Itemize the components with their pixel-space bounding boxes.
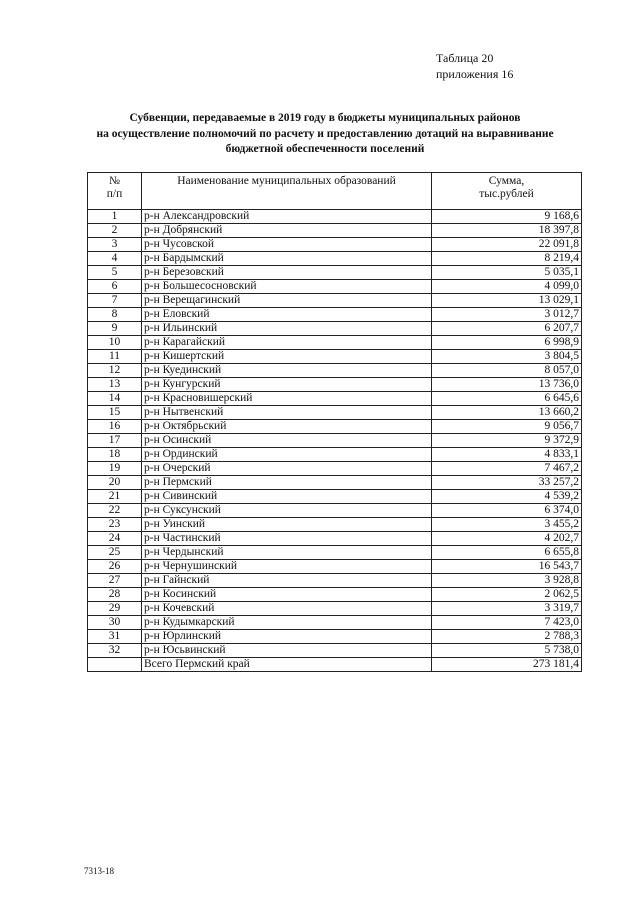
row-district-name: р-н Нытвенский (142, 406, 432, 420)
total-number-cell (88, 658, 142, 672)
row-district-name: р-н Гайнский (142, 574, 432, 588)
table-row (88, 574, 582, 588)
row-amount: 3 804,5 (432, 350, 582, 364)
row-number: 20 (88, 476, 142, 490)
row-number: 7 (88, 294, 142, 308)
title-line-3: бюджетной обеспеченности поселений (225, 143, 425, 155)
document-title (60, 111, 590, 158)
row-number: 12 (88, 364, 142, 378)
row-number: 5 (88, 266, 142, 280)
row-district-name: р-н Еловский (142, 308, 432, 322)
row-number: 15 (88, 406, 142, 420)
row-district-name: р-н Кочевский (142, 602, 432, 616)
row-amount: 16 543,7 (432, 560, 582, 574)
row-number: 2 (88, 224, 142, 238)
appendix-reference (436, 50, 513, 82)
row-number: 24 (88, 532, 142, 546)
header-sum: Сумма, тыс.рублей (432, 173, 582, 210)
row-amount: 4 202,7 (432, 532, 582, 546)
row-number: 14 (88, 392, 142, 406)
row-district-name: р-н Кудымкарский (142, 616, 432, 630)
table-row (88, 630, 582, 644)
header-name: Наименование муниципальных образований (142, 173, 432, 210)
row-number: 28 (88, 588, 142, 602)
row-amount: 13 029,1 (432, 294, 582, 308)
row-amount: 7 467,2 (432, 462, 582, 476)
row-amount: 5 035,1 (432, 266, 582, 280)
table-row (88, 336, 582, 350)
row-amount: 13 660,2 (432, 406, 582, 420)
row-district-name: р-н Суксунский (142, 504, 432, 518)
row-district-name: р-н Большесосновский (142, 280, 432, 294)
table-row (88, 518, 582, 532)
row-district-name: р-н Березовский (142, 266, 432, 280)
row-number: 13 (88, 378, 142, 392)
row-number: 16 (88, 420, 142, 434)
row-district-name: р-н Ординский (142, 448, 432, 462)
table-body (88, 210, 582, 672)
table-row (88, 406, 582, 420)
table-row (88, 308, 582, 322)
table-row (88, 462, 582, 476)
row-number: 1 (88, 210, 142, 224)
subsidies-table (87, 172, 582, 672)
row-amount: 2 788,3 (432, 630, 582, 644)
row-district-name: р-н Ильинский (142, 322, 432, 336)
table-row (88, 350, 582, 364)
row-district-name: р-н Юсьвинский (142, 644, 432, 658)
row-number: 4 (88, 252, 142, 266)
row-district-name: р-н Кунгурский (142, 378, 432, 392)
row-number: 19 (88, 462, 142, 476)
row-district-name: р-н Чусовской (142, 238, 432, 252)
table-row (88, 378, 582, 392)
row-amount: 8 219,4 (432, 252, 582, 266)
row-district-name: р-н Косинский (142, 588, 432, 602)
row-district-name: р-н Очерский (142, 462, 432, 476)
row-number: 17 (88, 434, 142, 448)
row-district-name: р-н Сивинский (142, 490, 432, 504)
row-number: 11 (88, 350, 142, 364)
row-district-name: р-н Куединский (142, 364, 432, 378)
row-amount: 6 998,9 (432, 336, 582, 350)
table-row (88, 238, 582, 252)
row-number: 29 (88, 602, 142, 616)
row-district-name: р-н Чердынский (142, 546, 432, 560)
table-row (88, 210, 582, 224)
row-amount: 33 257,2 (432, 476, 582, 490)
row-district-name: р-н Осинский (142, 434, 432, 448)
table-row (88, 490, 582, 504)
row-number: 30 (88, 616, 142, 630)
row-district-name: р-н Красновишерский (142, 392, 432, 406)
row-district-name: р-н Уинский (142, 518, 432, 532)
row-number: 10 (88, 336, 142, 350)
row-number: 18 (88, 448, 142, 462)
row-number: 26 (88, 560, 142, 574)
row-number: 9 (88, 322, 142, 336)
row-district-name: р-н Октябрьский (142, 420, 432, 434)
row-number: 23 (88, 518, 142, 532)
row-number: 3 (88, 238, 142, 252)
table-row (88, 322, 582, 336)
row-number: 31 (88, 630, 142, 644)
row-amount: 13 736,0 (432, 378, 582, 392)
row-number: 32 (88, 644, 142, 658)
row-number: 8 (88, 308, 142, 322)
row-amount: 9 056,7 (432, 420, 582, 434)
row-amount: 9 372,9 (432, 434, 582, 448)
table-row (88, 252, 582, 266)
row-amount: 5 738,0 (432, 644, 582, 658)
row-amount: 6 655,8 (432, 546, 582, 560)
row-amount: 22 091,8 (432, 238, 582, 252)
row-amount: 3 928,8 (432, 574, 582, 588)
row-district-name: р-н Александровский (142, 210, 432, 224)
row-district-name: р-н Бардымский (142, 252, 432, 266)
document-code: 7313-18 (84, 866, 114, 876)
row-district-name: р-н Добрянский (142, 224, 432, 238)
title-line-2: на осуществление полномочий по расчету и предоставлению дотаций на выравнивание (96, 127, 554, 140)
row-amount: 6 207,7 (432, 322, 582, 336)
table-row (88, 392, 582, 406)
table-row (88, 504, 582, 518)
table-row (88, 616, 582, 630)
table-row (88, 644, 582, 658)
table-row (88, 532, 582, 546)
row-number: 27 (88, 574, 142, 588)
table-row (88, 434, 582, 448)
row-district-name: р-н Пермский (142, 476, 432, 490)
row-amount: 4 833,1 (432, 448, 582, 462)
table-row (88, 280, 582, 294)
row-number: 22 (88, 504, 142, 518)
row-district-name: р-н Частинский (142, 532, 432, 546)
table-row (88, 602, 582, 616)
total-label: Всего Пермский край (142, 658, 432, 672)
table-row (88, 224, 582, 238)
total-amount: 273 181,4 (432, 658, 582, 672)
row-district-name: р-н Карагайский (142, 336, 432, 350)
table-row (88, 364, 582, 378)
table-header-row (88, 173, 582, 210)
table-row (88, 546, 582, 560)
table-row (88, 448, 582, 462)
row-district-name: р-н Кишертский (142, 350, 432, 364)
row-amount: 3 012,7 (432, 308, 582, 322)
total-row (88, 658, 582, 672)
title-line-1: Субвенции, передаваемые в 2019 году в бюджеты муниципальных районов (129, 112, 521, 124)
row-amount: 9 168,6 (432, 210, 582, 224)
row-number: 21 (88, 490, 142, 504)
header-number: № п/п (88, 173, 142, 210)
row-number: 25 (88, 546, 142, 560)
row-amount: 6 645,6 (432, 392, 582, 406)
row-number: 6 (88, 280, 142, 294)
table-row (88, 560, 582, 574)
row-district-name: р-н Чернушинский (142, 560, 432, 574)
appendix-number: приложения 16 (436, 67, 514, 81)
row-amount: 4 539,2 (432, 490, 582, 504)
table-row (88, 588, 582, 602)
table-number: Таблица 20 (436, 51, 494, 65)
row-amount: 3 455,2 (432, 518, 582, 532)
row-amount: 18 397,8 (432, 224, 582, 238)
table-row (88, 266, 582, 280)
row-amount: 8 057,0 (432, 364, 582, 378)
row-amount: 4 099,0 (432, 280, 582, 294)
row-amount: 3 319,7 (432, 602, 582, 616)
table-row (88, 420, 582, 434)
row-amount: 2 062,5 (432, 588, 582, 602)
row-amount: 7 423,0 (432, 616, 582, 630)
row-district-name: р-н Верещагинский (142, 294, 432, 308)
row-amount: 6 374,0 (432, 504, 582, 518)
table-row (88, 294, 582, 308)
table-row (88, 476, 582, 490)
row-district-name: р-н Юрлинский (142, 630, 432, 644)
